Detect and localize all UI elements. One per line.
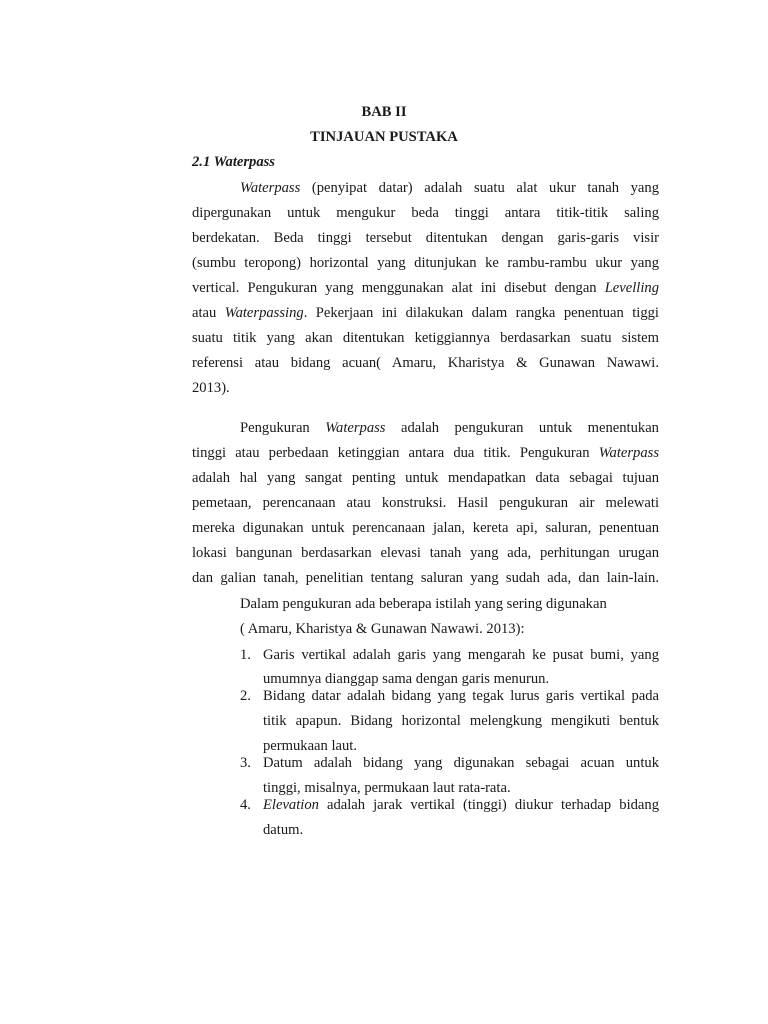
list-item-number: 2.	[240, 688, 251, 704]
list-item-line-1	[263, 796, 659, 814]
list-item-line-2: tinggi, misalnya, permukaan laut rata-rata.	[263, 780, 511, 796]
p2-line-1-text-a: Pengukuran	[240, 420, 326, 436]
list-item-line-2: umumnya dianggap sama dengan garis menurun.	[263, 671, 550, 687]
p1-line-4: (sumbu teropong) horizontal yang ditunjukan ke rambu-rambu ukur yang	[192, 255, 659, 271]
p3-line-2: ( Amaru, Kharistya & Gunawan Nawawi. 2013):	[240, 621, 525, 637]
list-item-line-3: permukaan laut.	[263, 738, 358, 754]
p1-line-7: suatu titik yang akan ditentukan ketiggiannya berdasarkan suatu sistem	[192, 330, 659, 346]
p2-line-2	[192, 444, 659, 462]
p1-line-6	[192, 304, 659, 322]
p1-line-1	[240, 179, 659, 197]
list-item-number: 3.	[240, 755, 251, 771]
p1-line-3: berdekatan. Beda tinggi tersebut ditentukan dengan garis-garis visir	[192, 230, 659, 246]
p1-line-1-text: (penyipat datar) adalah suatu alat ukur tanah yang	[300, 180, 659, 196]
p3-line-1: Dalam pengukuran ada beberapa istilah yang sering digunakan	[240, 596, 607, 612]
list-item-line-2: titik apapun. Bidang horizontal melengkung mengikuti bentuk	[263, 713, 659, 729]
list-item-line-1: Garis vertikal adalah garis yang mengarah ke pusat bumi, yang	[263, 647, 659, 663]
p1-line-2: dipergunakan untuk mengukur beda tinggi antara titik-titik saling	[192, 205, 659, 221]
p1-term-waterpassing: Waterpassing	[224, 305, 304, 321]
p2-line-7: dan galian tanah, penelitian tentang saluran yang sudah ada, dan lain-lain.	[192, 570, 659, 586]
section-heading: 2.1 Waterpass	[192, 154, 275, 170]
p1-term-levelling: Levelling	[604, 280, 659, 296]
chapter-title: TINJAUAN PUSTAKA	[310, 129, 458, 145]
p2-line-3: adalah hal yang sangat penting untuk mendapatkan data sebagai tujuan	[192, 470, 659, 486]
list-item-number: 4.	[240, 797, 251, 813]
list-item-line-1-text: adalah jarak vertikal (tinggi) diukur terhadap bidang	[318, 797, 659, 813]
p2-line-4: pemetaan, perencanaan atau konstruksi. Hasil pengukuran air melewati	[192, 495, 659, 511]
p2-line-5: mereka digunakan untuk perencanaan jalan, kereta api, saluran, penentuan	[192, 520, 659, 536]
p1-line-8: referensi atau bidang acuan( Amaru, Kharistya & Gunawan Nawawi.	[192, 355, 659, 371]
p1-line-6-text-a: atau	[192, 305, 225, 321]
p2-line-2-text: tinggi atau perbedaan ketinggian antara dua titik. Pengukuran	[192, 445, 599, 461]
list-item-line-2: datum.	[263, 822, 304, 838]
p1-line-5-text: vertical. Pengukuran yang menggunakan alat ini disebut dengan	[192, 280, 605, 296]
chapter-number: BAB II	[361, 104, 407, 120]
p2-line-1	[240, 419, 659, 437]
p1-line-9: 2013).	[192, 380, 230, 396]
p2-line-6: lokasi bangunan berdasarkan elevasi tanah yang ada, perhitungan urugan	[192, 545, 659, 561]
p1-term-waterpass: Waterpass	[240, 180, 301, 196]
list-item-line-1: Datum adalah bidang yang digunakan sebagai acuan untuk	[263, 755, 659, 771]
list-item-number: 1.	[240, 647, 251, 663]
list-term-elevation: Elevation	[263, 797, 319, 813]
p2-term-waterpass-2: Waterpass	[598, 445, 659, 461]
p1-line-5	[192, 279, 659, 297]
p2-term-waterpass-1: Waterpass	[325, 420, 386, 436]
p2-line-1-text-b: adalah pengukuran untuk menentukan	[385, 420, 659, 436]
list-item-line-1: Bidang datar adalah bidang yang tegak lurus garis vertikal pada	[263, 688, 659, 704]
p1-line-6-text-b: . Pekerjaan ini dilakukan dalam rangka penentuan tiggi	[303, 305, 659, 321]
